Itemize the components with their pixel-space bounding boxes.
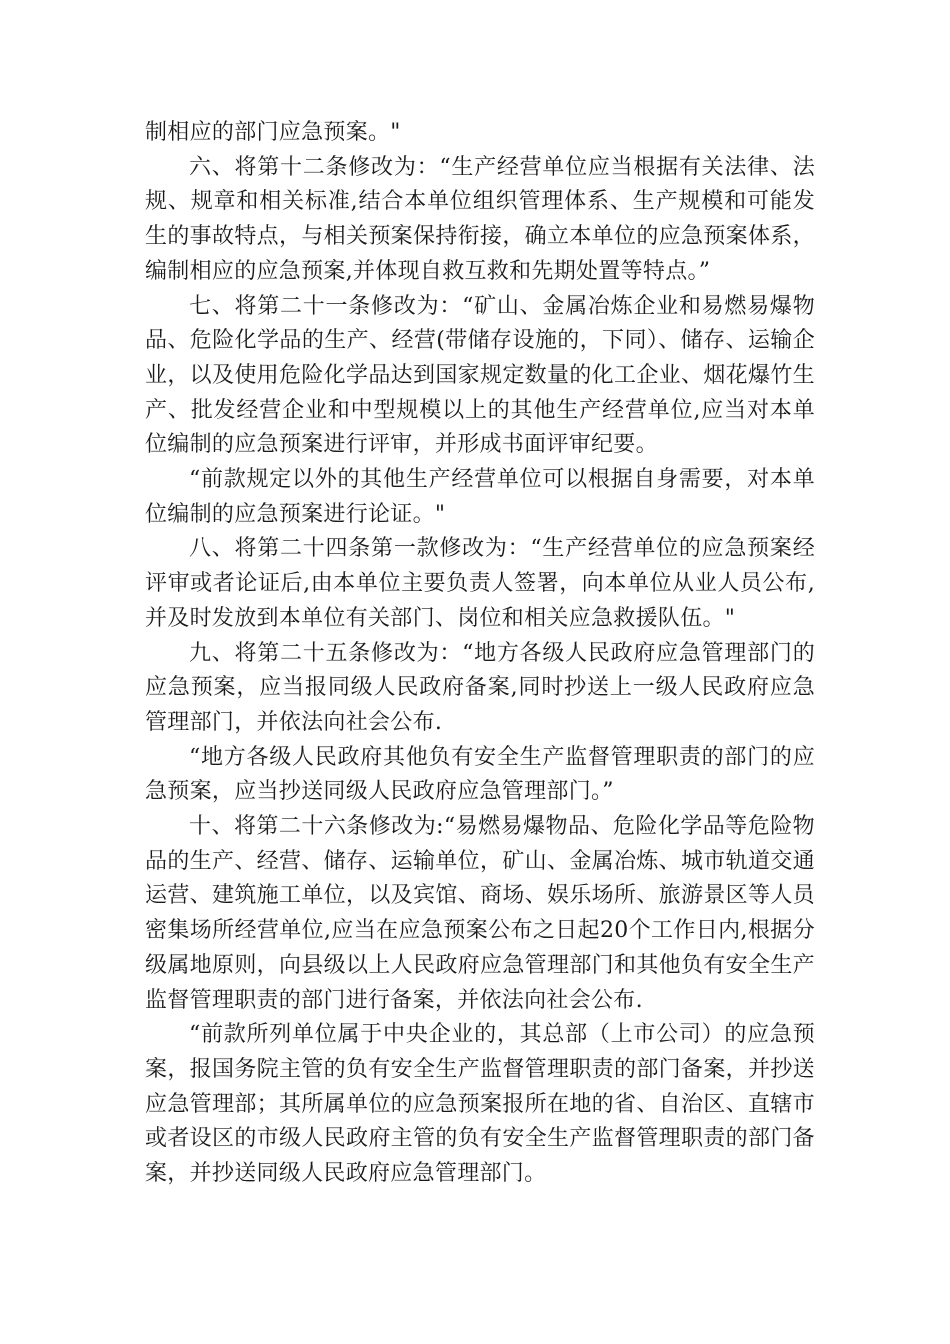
paragraph-item-nine-clause-two: “地方各级人民政府其他负有安全生产监督管理职责的部门的应急预案，应当抄送同级人民政府应急管理部门。” bbox=[145, 744, 815, 805]
paragraph-item-six: 六、将第十二条修改为：“生产经营单位应当根据有关法律、法规、规章和相关标准,结合本单位组织管理体系、生产规模和可能发生的事故特点，与相关预案保持衔接，确立本单位的应急预案体系，编制相应的应急预案,并体现自救互救和先期处置等特点。” bbox=[145, 154, 815, 284]
paragraph-item-seven: 七、将第二十一条修改为：“矿山、金属冶炼企业和易燃易爆物品、危险化学品的生产、经营(带储存设施的，下同）、储存、运输企业，以及使用危险化学品达到国家规定数量的化工企业、烟花爆竹生产、批发经营企业和中型规模以上的其他生产经营单位,应当对本单位编制的应急预案进行评审，并形成书面评审纪要。 bbox=[145, 293, 815, 458]
paragraph-item-eight: 八、将第二十四条第一款修改为：“生产经营单位的应急预案经评审或者论证后,由本单位主要负责人签署，向本单位从业人员公布,并及时发放到本单位有关部门、岗位和相关应急救援队伍。" bbox=[145, 536, 815, 631]
paragraph-item-ten: 十、将第二十六条修改为:“易燃易爆物品、危险化学品等危险物品的生产、经营、储存、运输单位，矿山、金属冶炼、城市轨道交通运营、建筑施工单位，以及宾馆、商场、娱乐场所、旅游景区等人员密集场所经营单位,应当在应急预案公布之日起20个工作日内,根据分级属地原则，向县级以上人民政府应急管理部门和其他负有安全生产监督管理职责的部门进行备案，并依法向社会公布. bbox=[145, 814, 815, 1013]
document-body bbox=[145, 116, 815, 1192]
paragraph-continuation: 制相应的部门应急预案。" bbox=[145, 120, 401, 145]
paragraph-item-seven-clause-two: “前款规定以外的其他生产经营单位可以根据自身需要，对本单位编制的应急预案进行论证。" bbox=[145, 467, 815, 527]
paragraph-item-ten-clause-two: “前款所列单位属于中央企业的，其总部（上市公司）的应急预案，报国务院主管的负有安全生产监督管理职责的部门备案，并抄送应急管理部；其所属单位的应急预案报所在地的省、自治区、直辖市或者设区的市级人民政府主管的负有安全生产监督管理职责的部门备案，并抄送同级人民政府应急管理部门。 bbox=[145, 1022, 815, 1187]
paragraph-item-nine: 九、将第二十五条修改为：“地方各级人民政府应急管理部门的应急预案，应当报同级人民政府备案,同时抄送上一级人民政府应急管理部门，并依法向社会公布. bbox=[145, 640, 815, 735]
